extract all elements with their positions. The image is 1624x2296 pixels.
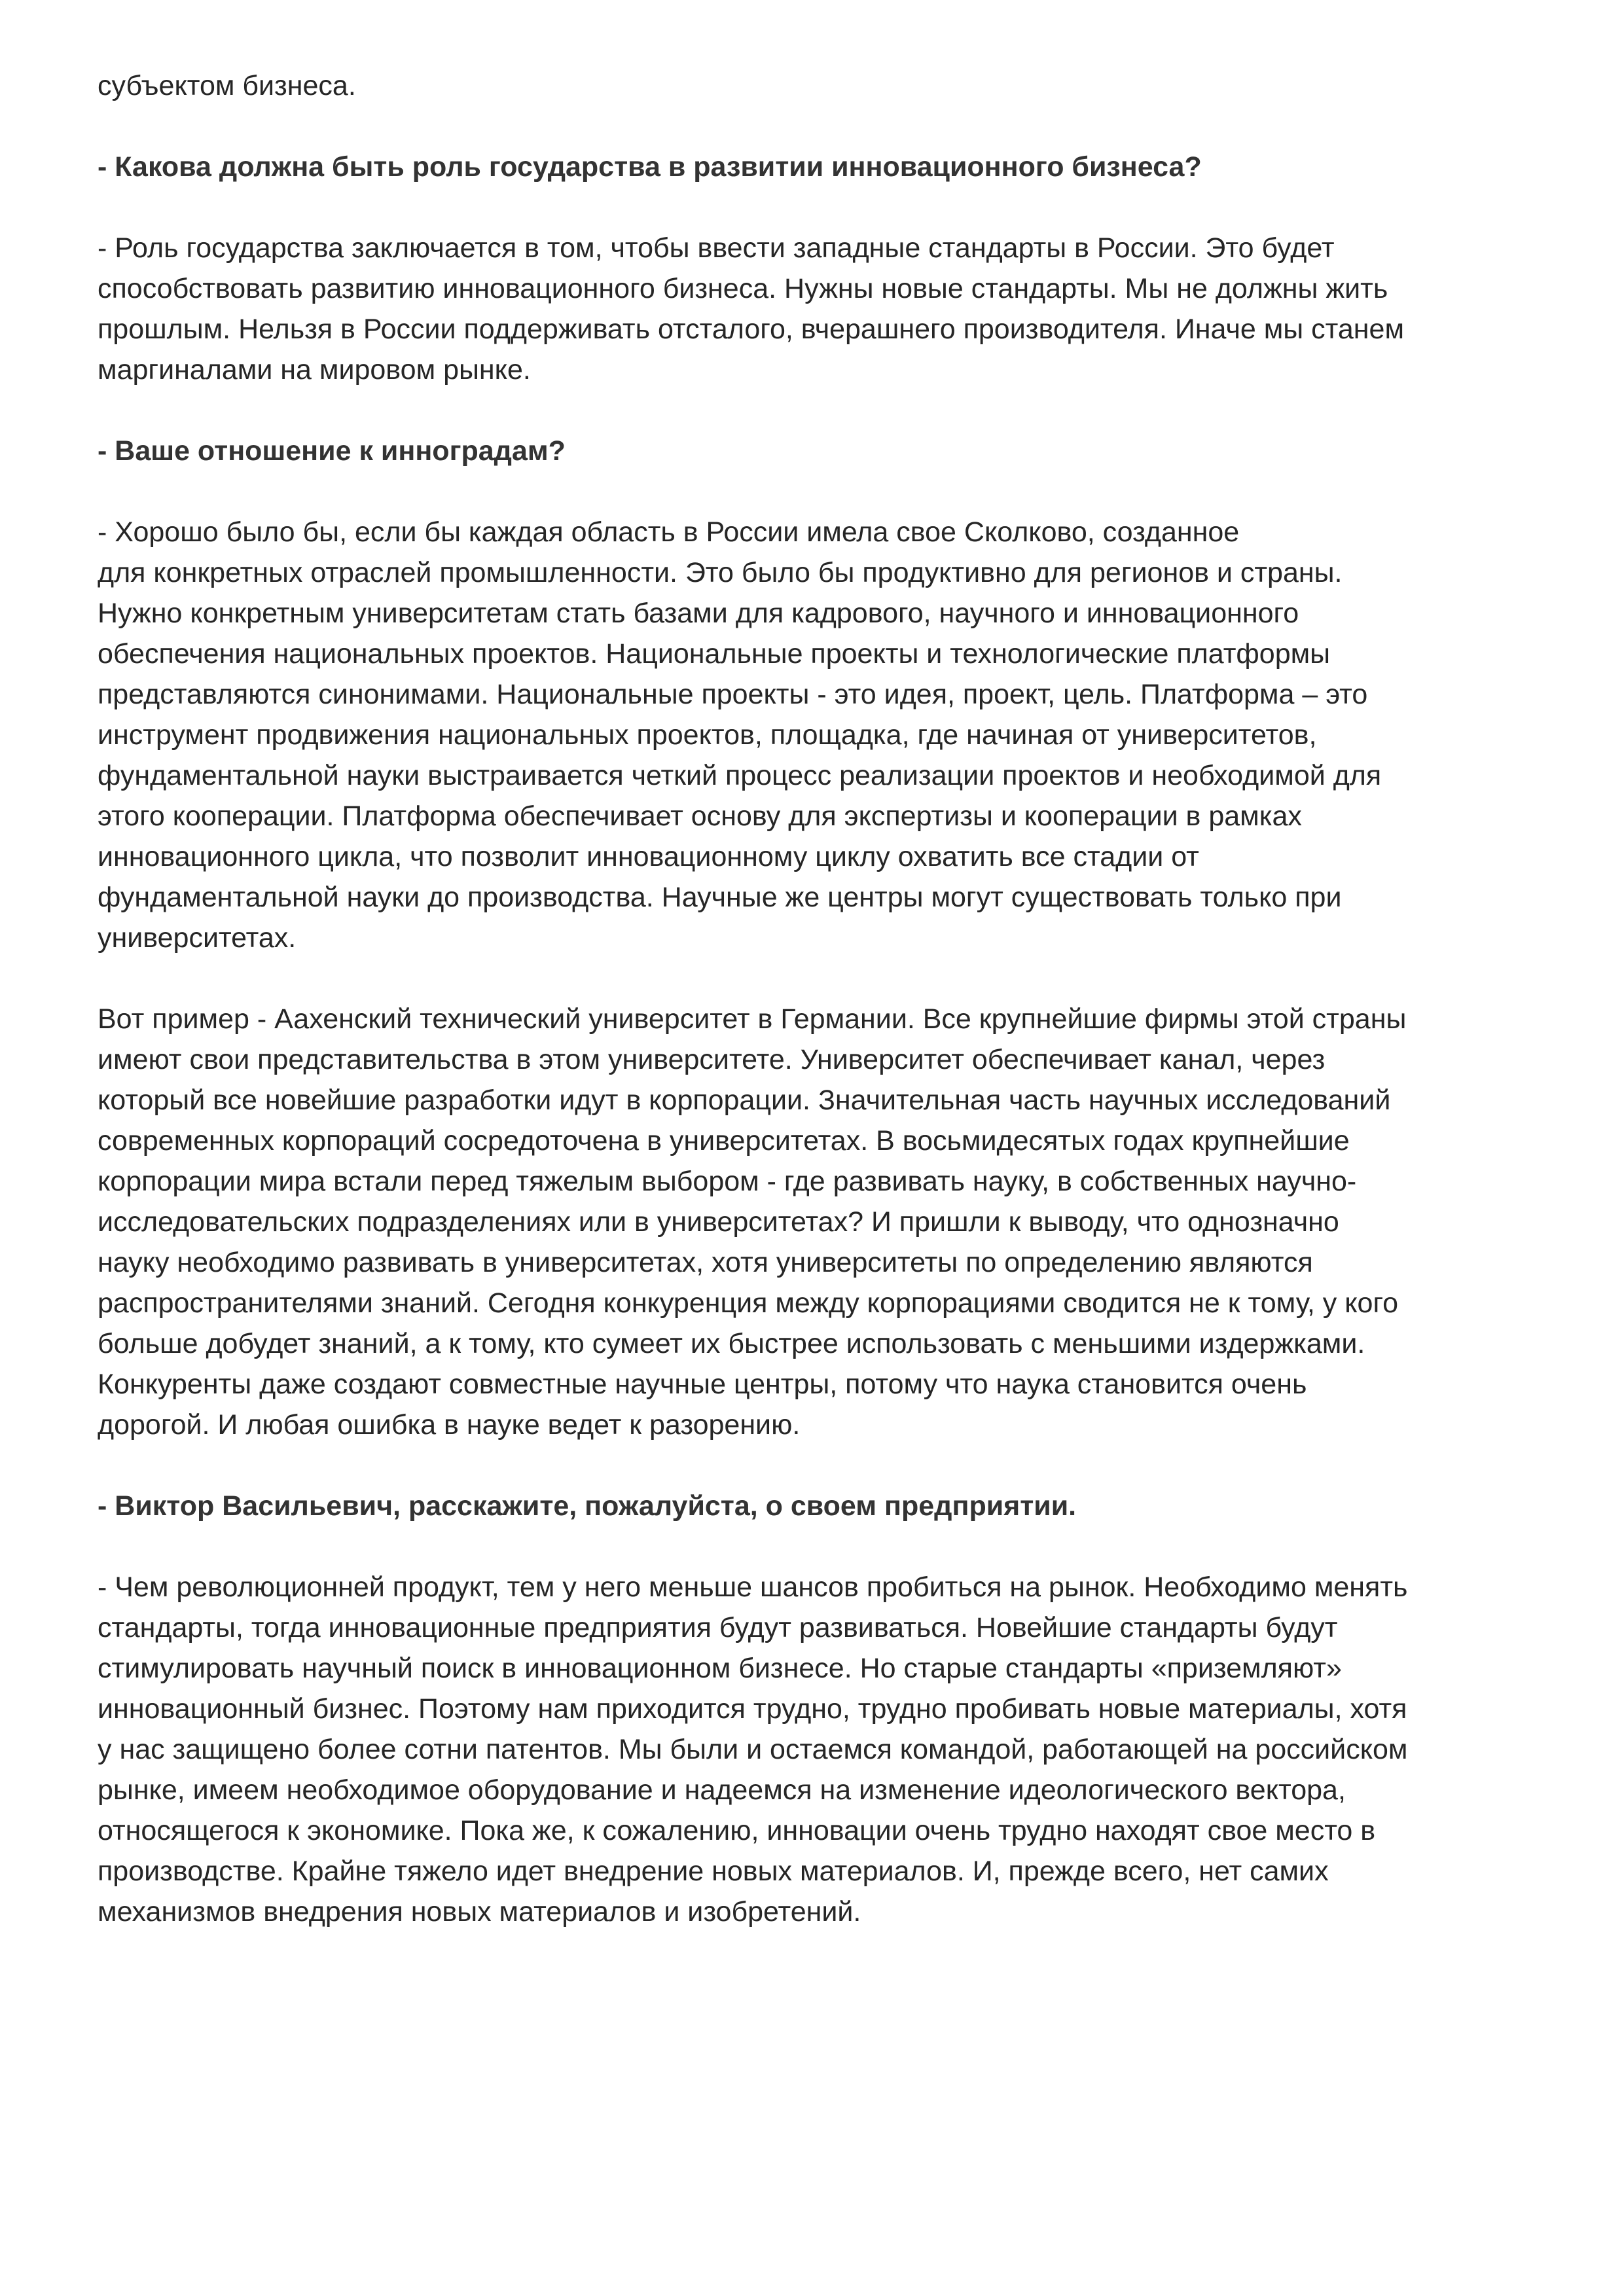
text-line: корпорации мира встали перед тяжелым выбором - где развивать науку, в собственных научно- (98, 1166, 1357, 1197)
text-line: университетах. (98, 922, 297, 954)
text-line: который все новейшие разработки идут в корпорации. Значительная часть научных исследований (98, 1085, 1391, 1116)
text-line: прошлым. Нельзя в России поддерживать отсталого, вчерашнего производителя. Иначе мы станем (98, 314, 1405, 345)
text-line: фундаментальной науки выстраивается четкий процесс реализации проектов и необходимой для (98, 760, 1382, 791)
text-line: Нужно конкретным университетам стать базами для кадрового, научного и инновационного (98, 598, 1299, 629)
text-line: инновационный бизнес. Поэтому нам приходится трудно, трудно пробивать новые материалы, хотя (98, 1693, 1407, 1725)
text-line: распространителями знаний. Сегодня конкуренция между корпорациями сводится не к тому, у кого (98, 1287, 1399, 1319)
text-line: маргиналами на мировом рынке. (98, 354, 531, 386)
text-line: Конкуренты даже создают совместные научные центры, потому что наука становится очень (98, 1369, 1307, 1400)
text-line: способствовать развитию инновационного бизнеса. Нужны новые стандарты. Мы не должны жить (98, 273, 1388, 304)
text-line: представляются синонимами. Национальные проекты - это идея, проект, цель. Платформа – это (98, 679, 1368, 710)
answer-paragraph (98, 512, 1531, 958)
text-line: - Какова должна быть роль государства в развитии инновационного бизнеса? (98, 151, 1202, 183)
text-line: обеспечения национальных проектов. Национальные проекты и технологические платформы (98, 638, 1331, 670)
text-line: - Роль государства заключается в том, чтобы ввести западные стандарты в России. Это будет (98, 232, 1335, 264)
text-line: стандарты, тогда инновационные предприятия будут развиваться. Новейшие стандарты будут (98, 1612, 1338, 1643)
text-line: - Чем революционней продукт, тем у него меньше шансов пробиться на рынок. Необходимо менять (98, 1571, 1408, 1603)
text-line: имеют свои представительства в этом университете. Университет обеспечивает канал, через (98, 1044, 1326, 1075)
answer-paragraph (98, 1567, 1531, 1932)
text-line: - Ваше отношение к иннoградам? (98, 435, 566, 467)
text-line: Вот пример - Аахенский технический университет в Германии. Все крупнейшие фирмы этой страны (98, 1003, 1407, 1035)
text-line: фундаментальной науки до производства. Научные же центры могут существовать только при (98, 882, 1342, 913)
answer-paragraph (98, 999, 1531, 1445)
text-line: производстве. Крайне тяжело идет внедрение новых материалов. И, прежде всего, нет самих (98, 1856, 1329, 1887)
document-page (98, 65, 1531, 1973)
text-line: механизмов внедрения новых материалов и изобретений. (98, 1896, 861, 1928)
text-line: субъектом бизнеса. (98, 70, 356, 101)
text-line: современных корпораций сосредоточена в университетах. В восьмидесятых годах крупнейшие (98, 1125, 1350, 1157)
answer-paragraph (98, 228, 1531, 390)
text-line: больше добудет знаний, а к тому, кто сумеет их быстрее использовать с меньшими издержками. (98, 1328, 1365, 1359)
text-line: науку необходимо развивать в университетах, хотя университеты по определению являются (98, 1247, 1313, 1278)
text-line: - Виктор Васильевич, расскажите, пожалуйста, о своем предприятии. (98, 1490, 1077, 1522)
text-line: стимулировать научный поиск в инновационном бизнесе. Но старые стандарты «приземляют» (98, 1653, 1342, 1684)
answer-paragraph (98, 65, 1531, 106)
text-line: - Хорошо было бы, если бы каждая область в России имела свое Сколково, созданное (98, 516, 1240, 548)
text-line: инструмент продвижения национальных проектов, площадка, где начиная от университетов, (98, 719, 1317, 751)
interview-question (98, 431, 1531, 471)
interview-question (98, 147, 1531, 187)
text-line: дорогой. И любая ошибка в науке ведет к разорению. (98, 1409, 801, 1441)
text-line: у нас защищено более сотни патентов. Мы были и остаемся командой, работающей на российском (98, 1734, 1408, 1765)
text-line: этого кооперации. Платформа обеспечивает основу для экспертизы и кооперации в рамках (98, 800, 1302, 832)
text-line: исследовательских подразделениях или в университетах? И пришли к выводу, что однозначно (98, 1206, 1339, 1238)
text-line: для конкретных отраслей промышленности. Это было бы продуктивно для регионов и страны. (98, 557, 1343, 588)
interview-question (98, 1486, 1531, 1526)
text-line: рынке, имеем необходимое оборудование и надеемся на изменение идеологического вектора, (98, 1774, 1346, 1806)
text-line: инновационного цикла, что позволит инновационному циклу охватить все стадии от (98, 841, 1199, 872)
text-line: относящегося к экономике. Пока же, к сожалению, инновации очень трудно находят свое место в (98, 1815, 1376, 1846)
